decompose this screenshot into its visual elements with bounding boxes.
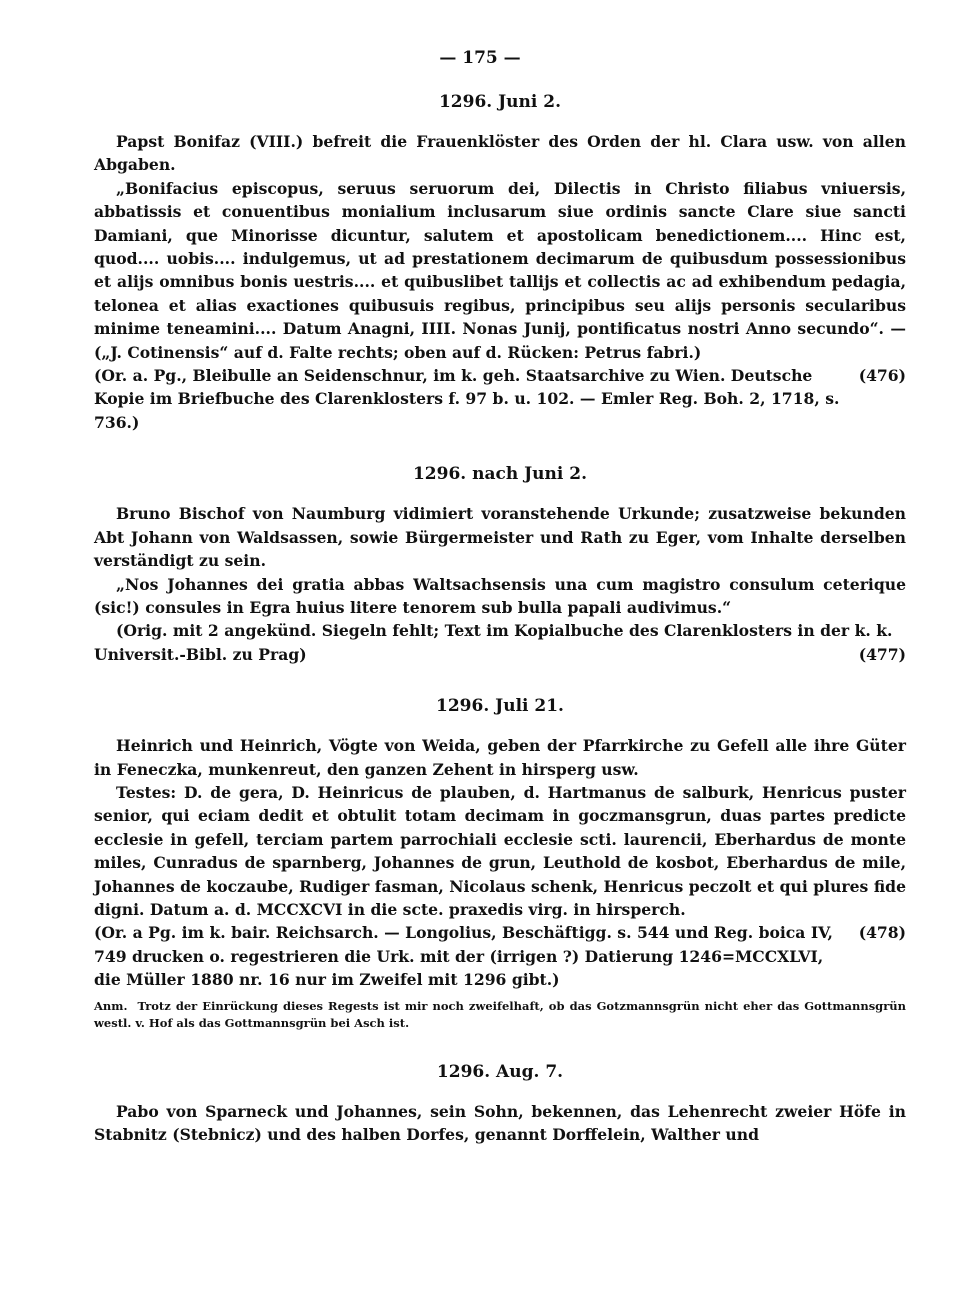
entry-source-line: (Orig. mit 2 angekünd. Siegeln fehlt; Text im Kopialbuche des Clarenklosters in der k. k. — [116, 621, 893, 641]
entry-478 — [94, 696, 906, 1031]
entry-summary: Pabo von Sparneck und Johannes, sein Sohn, bekennen, das Lehenrecht zweier Höfe in Stabnitz (Stebnicz) und des halben Dorfes, genannt Dorffelein, Walther und — [94, 1101, 906, 1144]
entry-source-row — [94, 643, 906, 666]
entry-source-row — [94, 364, 906, 434]
entry-number: (478) — [858, 923, 906, 943]
entry-text: „Bonifacius episcopus, seruus seruorum dei, Dilectis in Christo filiabus vniuersis, abbatissis et conuentibus monialium inclusarum siue ordinis sancte Clare siue sancti Damiani, que Minorisse dicuntur, salutem et apostolicam benedictionem.... Hinc est, quod.... uobis.... indulgemus, ut ad prestationem decimarum de quibusdum possessionibus et alijs omnibus bonis uestris.... et quibuslibet tallijs et collectis ac ad exhibendum pedagia, telonea et alias exactiones quibusuis regibus, principibus seu alijs personis secularibus minime teneamini.... Datum Anagni, IIII. Nonas Junij, pontificatus nostri Anno secundo“. — („J. Cotinensis“ auf d. Falte rechts; oben auf d. Rücken: Petrus fabri.) — [94, 178, 906, 362]
annotation-label: Anm. — [94, 998, 128, 1013]
entry-479 — [94, 1062, 906, 1147]
entry-annotation — [94, 998, 906, 1032]
entry-477 — [94, 464, 906, 666]
entry-summary: Papst Bonifaz (VIII.) befreit die Frauenklöster des Orden der hl. Clara usw. von allen Abgaben. — [94, 132, 906, 175]
entry-summary: Bruno Bischof von Naumburg vidimiert voranstehende Urkunde; zusatzweise bekunden Abt Johann von Waldsassen, sowie Bürgermeister und Rath zu Eger, vom Inhalte derselben verständigt zu sein. — [94, 504, 906, 571]
entry-date: 1296. Juni 2. — [438, 92, 562, 112]
entry-date: 1296. Juli 21. — [436, 696, 564, 717]
entry-text: „Nos Johannes dei gratia abbas Waltsachsensis una cum magistro consulum ceterique (sic!) consules in Egra huius litere tenorem sub bulla papali audivimus.“ — [94, 574, 906, 617]
entry-number: (477) — [858, 644, 906, 664]
entry-source: (Or. a Pg. im k. bair. Reichsarch. — Longolius, Beschäftigg. s. 544 und Reg. boica IV, 749 drucken o. regestrieren die Urk. mit der (irrigen ?) Datierung 1246=MCCXLVI, die Müller 1880 nr. 16 nur im Zweifel mit 1296 gibt.) — [94, 923, 833, 990]
entry-476 — [94, 92, 906, 434]
entry-date: 1296. nach Juni 2. — [412, 464, 588, 485]
annotation-text: Trotz der Einrückung dieses Regests ist mir noch zweifelhaft, ob das Gotzmannsgrün nicht eher das Gottmannsgrün westl. v. Hof als das Gottmannsgrün bei Asch ist. — [94, 998, 906, 1030]
entry-date: 1296. Aug. 7. — [436, 1061, 564, 1082]
entry-source: (Or. a. Pg., Bleibulle an Seidenschnur, im k. geh. Staatsarchive zu Wien. Deutsche Kopie im Briefbuche des Clarenklosters f. 97 b. u. 102. — Emler Reg. Boh. 2, 1718, s. 736.) — [94, 366, 840, 432]
entry-source-row — [94, 921, 906, 991]
entry-summary: Heinrich und Heinrich, Vögte von Weida, geben der Pfarrkirche zu Gefell alle ihre Güter in Feneczka, munkenreut, den ganzen Zehent in hirsperg usw. — [94, 736, 906, 779]
entry-text: Testes: D. de gera, D. Heinricus de plauben, d. Hartmanus de salburk, Henricus puster senior, qui eciam dedit et obtulit totam decimam in goczmansgrun, duas partes predicte ecclesie in gefell, terciam partem parrochiali ecclesie scti. laurencii, Eberhardus de monte miles, Cunradus de sparnberg, Johannes de grun, Leuthold de kosbot, Eberhardus de mile, Johannes de koczaube, Rudiger fasman, Nicolaus schenk, Henricus peczolt et qui plures fide digni. Datum a. d. MCCXCVI in die scte. praxedis virg. in hirsperch. — [94, 782, 906, 919]
page-number: — 175 — — [439, 48, 521, 68]
entry-number: (476) — [858, 366, 906, 386]
entry-source: Universit.-Bibl. zu Prag) — [94, 644, 307, 664]
